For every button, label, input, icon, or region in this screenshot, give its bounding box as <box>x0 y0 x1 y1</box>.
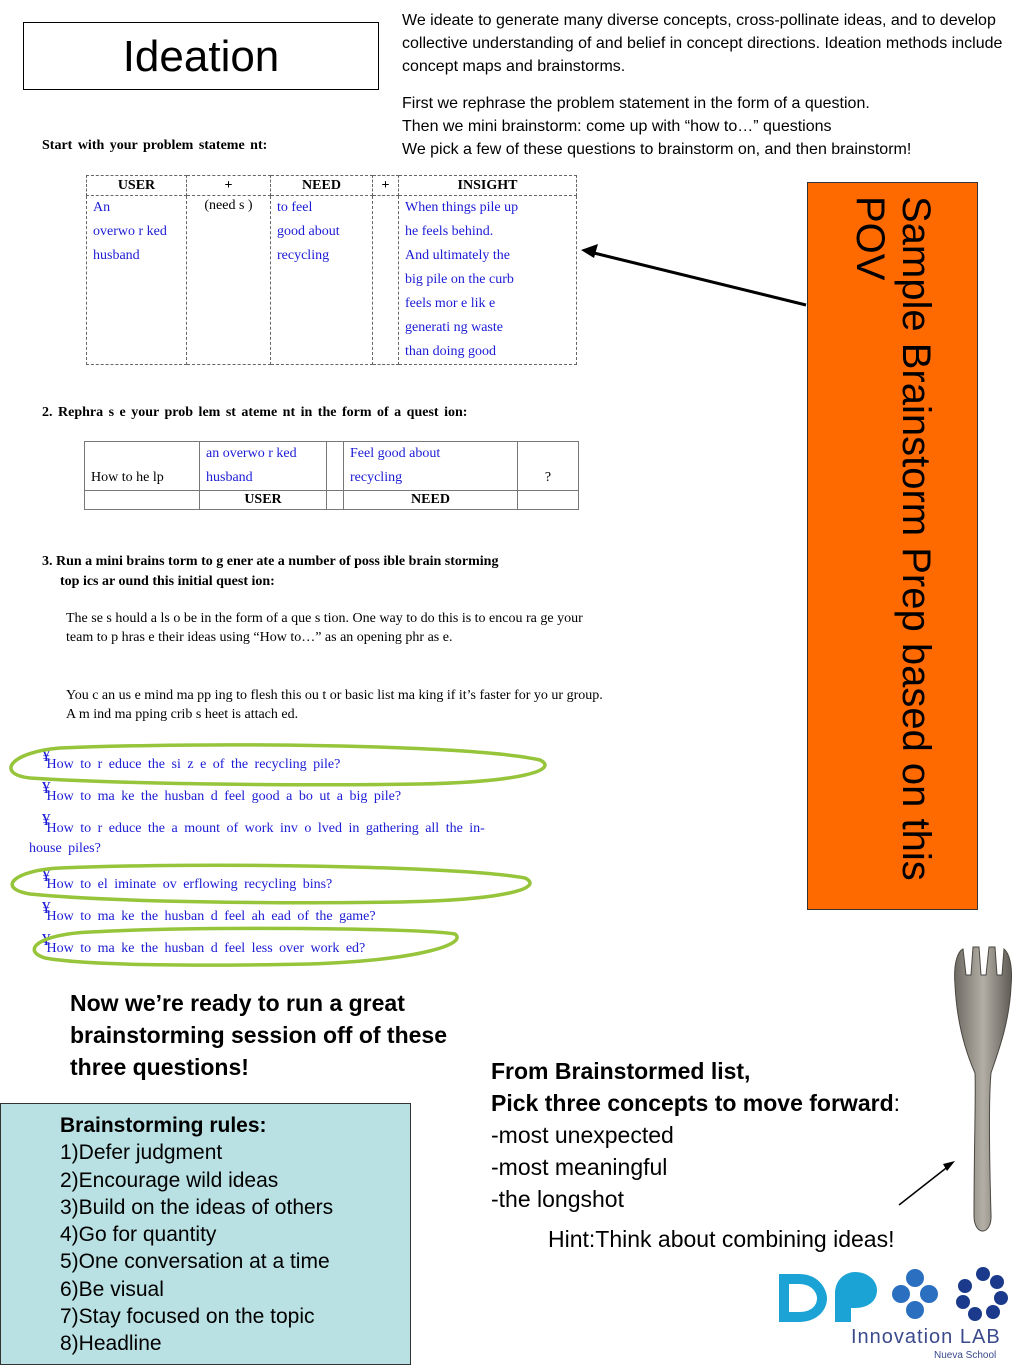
spork-icon <box>945 945 1020 1245</box>
pov-need-line: recycling <box>277 248 330 263</box>
pov-header-user: USER <box>87 176 187 196</box>
question-row <box>85 442 579 491</box>
run-paragraph-2: You c an us e mind ma pp ing to flesh this ou t or basic list ma king if it’s faster for yo ur group. A m ind ma pping crib s heet is attach ed. <box>66 688 603 722</box>
pov-user-cell <box>87 196 187 365</box>
bullet-icon: ¥ <box>42 898 51 917</box>
how-to-question-6 <box>42 930 366 957</box>
rule-item: 5)One conversation at a time <box>60 1250 330 1274</box>
rules-title: Brainstorming rules: <box>60 1114 267 1137</box>
logo-flower-2 <box>956 1267 1008 1321</box>
pov-user-line: husband <box>93 248 140 263</box>
pov-body-row <box>87 196 577 365</box>
pick-line-2 <box>491 1087 991 1119</box>
run-paragraph-1: The se s hould a ls o be in the form of a que s tion. One way to do this is to encou ra ge your team to p hras e their ideas using “How to…” as an opening phr as e. <box>66 611 583 645</box>
pov-header-plus-2: + <box>373 176 399 196</box>
logo-subtitle: Nueva School <box>934 1350 997 1361</box>
run-label-line-1: 3. Run a mini brains torm to g ener ate a number of poss ible brain storming <box>42 554 499 569</box>
rephrase-label: 2. Rephra s e your prob lem st ateme nt in the form of a quest ion: <box>42 405 468 420</box>
pov-header-plus: + <box>187 176 271 196</box>
pov-insight-line: he feels behind. <box>405 224 494 239</box>
pov-table <box>86 175 577 365</box>
pov-plus-cell: (need s ) <box>187 196 271 365</box>
logo-name: Innovation LAB <box>851 1326 1001 1348</box>
question-text: How to el iminate ov erflowing recycling bins? <box>46 877 333 892</box>
rule-item: 8)Headline <box>60 1332 162 1356</box>
foot-gap-cell <box>327 491 344 510</box>
pov-insight-line: than doing good <box>405 344 496 359</box>
question-need-label: NEED <box>344 491 518 510</box>
intro-step-1: First we rephrase the problem statement in the form of a question. <box>402 95 870 112</box>
rule-item: 1)Defer judgment <box>60 1141 223 1165</box>
question-foot-row <box>85 491 579 510</box>
foot-empty-cell-2 <box>518 491 579 510</box>
page-title: Ideation <box>23 22 379 90</box>
pov-header-need: NEED <box>271 176 373 196</box>
rule-item: 3)Build on the ideas of others <box>60 1195 334 1219</box>
intro-step-3: We pick a few of these questions to brainstorm on, and then brainstorm! <box>402 141 912 158</box>
pick-line-2-colon: : <box>893 1090 901 1116</box>
how-to-question-1 <box>42 746 341 773</box>
question-user-line: husband <box>206 470 253 485</box>
how-to-question-2 <box>42 778 402 805</box>
pov-plus-cell-2 <box>373 196 399 365</box>
bullet-icon: ¥ <box>42 778 51 797</box>
foot-empty-cell <box>85 491 200 510</box>
pick-line-1: From Brainstormed list, <box>491 1058 751 1084</box>
pov-need-cell <box>271 196 373 365</box>
intro-paragraph: We ideate to generate many diverse concepts, cross-pollinate ideas, and to develop collective understanding of and belief in concept directions. Ideation methods include concept maps and brainstorms. <box>402 12 1003 75</box>
pov-user-line: An <box>93 200 111 215</box>
pick-item: -most meaningful <box>491 1154 668 1180</box>
run-brainstorm-label <box>42 552 612 592</box>
arrow-icon <box>581 244 806 305</box>
question-need-line: recycling <box>350 470 403 485</box>
question-gap-cell <box>327 442 344 491</box>
pov-insight-cell <box>399 196 577 365</box>
pov-insight-line: When things pile up <box>405 200 519 215</box>
logo-flower-1 <box>892 1269 938 1319</box>
pov-header-row <box>87 176 577 196</box>
pov-header-insight: INSIGHT <box>399 176 577 196</box>
sample-brainstorm-box <box>807 182 978 910</box>
how-to-cell: How to he lp <box>85 442 200 491</box>
pov-user-line: overwo r ked <box>93 224 167 239</box>
rule-item: 6)Be visual <box>60 1277 164 1301</box>
pick-item: -most unexpected <box>491 1122 674 1148</box>
pov-insight-line: And ultimately the <box>405 248 510 263</box>
bullet-icon: ¥ <box>42 866 51 885</box>
how-to-question-3 <box>42 810 485 837</box>
intro-steps <box>402 92 1017 161</box>
rule-item: 7)Stay focused on the topic <box>60 1305 315 1329</box>
how-to-question-5 <box>42 898 376 925</box>
question-text: How to ma ke the husban d feel ah ead of the game? <box>46 909 376 924</box>
question-need-cell <box>344 442 518 491</box>
pov-need-line: to feel <box>277 200 313 215</box>
brainstorming-rules-box <box>0 1103 411 1365</box>
problem-statement-label: Start with your problem stateme nt: <box>42 138 268 153</box>
question-text: How to r educe the si z e of the recycling pile? <box>46 757 341 772</box>
question-user-line: an overwo r ked <box>206 446 297 461</box>
innovation-lab-logo <box>775 1266 1020 1326</box>
logo-p-shape <box>835 1272 877 1322</box>
pov-insight-line: big pile on the curb <box>405 272 514 287</box>
bullet-icon: ¥ <box>42 746 51 765</box>
bullet-icon: ¥ <box>42 930 51 949</box>
pick-concepts-text <box>491 1055 991 1215</box>
question-user-cell <box>200 442 327 491</box>
pick-item: -the longshot <box>491 1186 624 1212</box>
how-to-question-4 <box>42 866 333 893</box>
how-to-question-3-continued: house piles? <box>29 841 101 856</box>
question-mark-cell: ? <box>518 442 579 491</box>
pov-insight-line: generati ng waste <box>405 320 503 335</box>
sample-brainstorm-text: Sample Brainstorm Prep based on this POV <box>847 196 938 881</box>
pov-need-line: good about <box>277 224 340 239</box>
bullet-icon: ¥ <box>42 810 51 829</box>
question-text: How to ma ke the husban d feel less over work ed? <box>46 941 366 956</box>
question-user-label: USER <box>200 491 327 510</box>
question-text: How to r educe the a mount of work inv o lved in gathering all the in- <box>46 821 485 836</box>
intro-step-2: Then we mini brainstorm: come up with “how to…” questions <box>402 118 832 135</box>
pov-insight-line: feels mor e lik e <box>405 296 496 311</box>
question-need-line: Feel good about <box>350 446 441 461</box>
hint-text: Hint:Think about combining ideas! <box>548 1226 895 1252</box>
question-text: How to ma ke the husban d feel good a bo ut a big pile? <box>46 789 402 804</box>
rule-item: 4)Go for quantity <box>60 1223 217 1247</box>
rules-list <box>60 1139 410 1357</box>
rule-item: 2)Encourage wild ideas <box>60 1168 279 1192</box>
pick-line-2-bold: Pick three concepts to move forward <box>491 1090 894 1116</box>
run-label-line-2: top ics ar ound this initial quest ion: <box>60 574 275 589</box>
ready-text: Now we’re ready to run a great brainstorming session off of these three questions! <box>70 990 447 1080</box>
intro-text <box>402 9 1017 161</box>
question-table <box>84 441 579 510</box>
